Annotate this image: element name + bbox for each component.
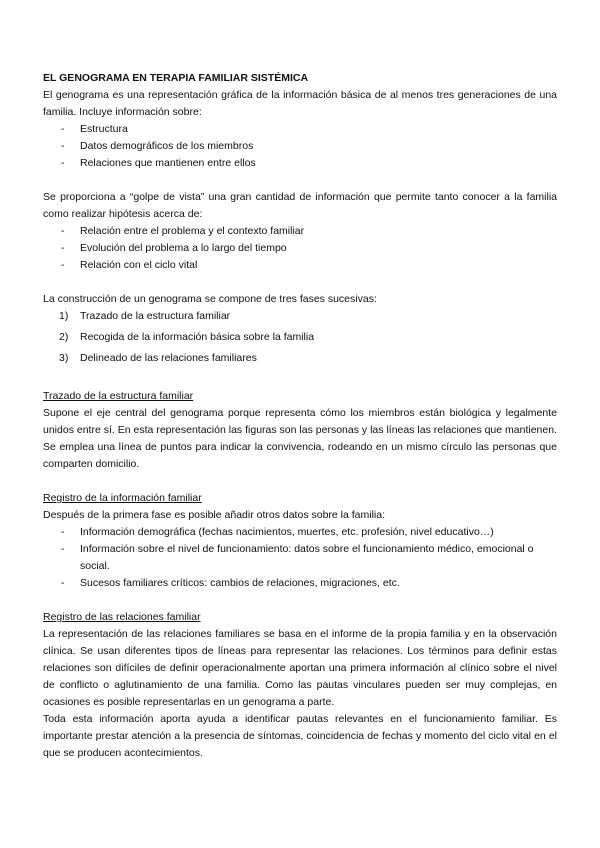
list-text: Recogida de la información básica sobre la familia [80,331,315,343]
section-body: Toda esta información aporta ayuda a identificar pautas relevantes en el funcionamiento familiar. Es importante prestar atención a la presencia de síntomas, coincidencia de fechas y momento del ciclo vital en el que se producen acontecimientos. [43,713,557,759]
list-item: - Relación entre el problema y el contexto familiar [43,223,557,240]
paragraph-2: Se proporciona a “golpe de vista” una gran cantidad de información que permite tanto conocer a la familia como realizar hipótesis acerca de: [43,191,557,220]
info-list [43,524,557,592]
intro-paragraph: El genograma es una representación gráfica de la información básica de al menos tres generaciones de una familia. Incluye información sobre: [43,89,557,118]
list-item: - Evolución del problema a lo largo del tiempo [43,240,557,257]
list-item [43,308,557,325]
list-item: - Datos demográficos de los miembros [43,138,557,155]
list-item: - Información demográfica (fechas nacimientos, muertes, etc. profesión, nivel educativo…) [43,524,557,541]
intro-list [43,121,557,172]
document-page [43,70,557,762]
hypothesis-list [43,223,557,274]
list-text: Trazado de la estructura familiar [80,310,231,322]
section-body: Supone el eje central del genograma porque representa cómo los miembros están biológica y legalmente unidos entre sí. En esta representación las figuras son las personas y las líneas las relaciones que mantienen. Se emplea una línea de puntos para indicar la convivencia, rodeando en un mismo círculo las personas que comparten domicilio. [43,407,557,470]
list-item: - Relación con el ciclo vital [43,257,557,274]
list-number: 1) [59,310,69,322]
section-heading: Trazado de la estructura familiar [43,390,194,402]
list-item: - Sucesos familiares críticos: cambios de relaciones, migraciones, etc. [43,575,557,592]
list-number: 3) [59,352,69,364]
list-item [43,350,557,367]
phases-list [43,308,557,367]
page-title: EL GENOGRAMA EN TERAPIA FAMILIAR SISTÉMICA [43,72,309,84]
list-number: 2) [59,331,69,343]
section-heading: Registro de las relaciones familiar [43,611,201,623]
list-item: - Estructura [43,121,557,138]
section-body: Después de la primera fase es posible añadir otros datos sobre la familia: [43,509,386,521]
section-body: La representación de las relaciones familiares se basa en el informe de la propia familia y en la observación clínica. Se usan diferentes tipos de líneas para representar las relaciones. Los términos para definir estas relaciones son difíciles de definir operacionalmente aportan una primera información al clínico sobre el nivel de conflicto o aglutinamiento de una familia. Como las pautas vinculares pueden ser muy complejas, en ocasiones es posible representarlas en un genograma a parte. [43,628,557,708]
list-text: Delineado de las relaciones familiares [80,352,257,364]
list-item: - Información sobre el nivel de funcionamiento: datos sobre el funcionamiento médico, emocional o social. [43,541,557,575]
list-item [43,329,557,346]
section-heading: Registro de la información familiar [43,492,202,504]
list-item: - Relaciones que mantienen entre ellos [43,155,557,172]
paragraph-3: La construcción de un genograma se compone de tres fases sucesivas: [43,293,377,305]
